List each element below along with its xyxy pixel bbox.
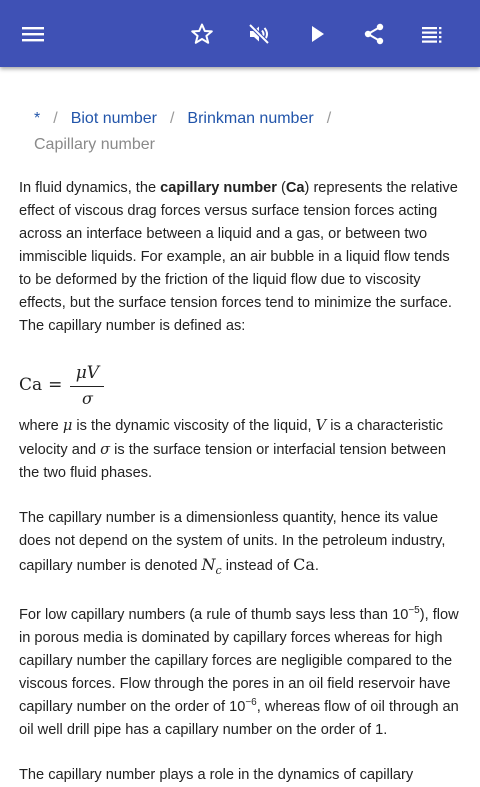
text: is the surface tension or interfacial tension between the two fluid phases. (19, 442, 446, 481)
breadcrumb-item-brinkman-number[interactable]: Brinkman number (187, 110, 314, 127)
table-of-contents-icon (420, 22, 444, 46)
symbol-ca: Ca (293, 555, 315, 574)
play-icon (305, 22, 329, 46)
dimensionless-paragraph (19, 507, 462, 582)
intro-paragraph (19, 177, 462, 338)
dynamics-paragraph: The capillary number plays a role in the dynamics of capillary (19, 766, 414, 783)
breadcrumb (34, 106, 454, 158)
app-bar (0, 0, 480, 67)
text: instead of (221, 558, 294, 574)
breadcrumb-separator: / (169, 110, 175, 127)
contents-button[interactable] (412, 14, 452, 54)
text: For low capillary numbers (a rule of thumb says less than 10 (19, 606, 409, 623)
breadcrumb-item-home[interactable]: * (34, 110, 41, 127)
text: where (19, 418, 63, 434)
formula-fraction (70, 362, 104, 409)
star-outline-icon (190, 22, 214, 46)
share-button[interactable] (354, 14, 394, 54)
breadcrumb-item-biot-number[interactable]: Biot number (70, 110, 157, 127)
text: ), flow in porous media is dominated by capillary forces whereas for high capillary number the capillary forces are negligible compared to the viscous forces. Flow through the pores in an oil field reservoir have capillary number on the order of 10 (19, 606, 459, 715)
article-body (19, 177, 462, 787)
text: ) represents the relative effect of viscous drag forces versus surface tension forces acting across an interface between a liquid and a gas, or between two immiscible liquids. For example, an air bubble in a liquid flow tends to be deformed by the friction of the liquid flow due to viscosity effects, but the surface tension forces tend to minimize the surface. The capillary number is defined as: (19, 180, 458, 334)
breadcrumb-separator: / (326, 110, 332, 127)
symbol-mu: μ (62, 417, 73, 434)
exponent: −6 (245, 697, 257, 709)
text: . (314, 558, 319, 574)
text: The capillary number is a dimensionless quantity, hence its value does not depend on the system of units. In the petroleum industry, capillary number is denoted (19, 510, 446, 574)
definition-paragraph (19, 414, 462, 485)
fraction-bar (70, 386, 104, 387)
menu-button[interactable] (13, 14, 53, 54)
term-capillary-number: capillary number (160, 180, 277, 196)
share-icon (362, 22, 386, 46)
text: , whereas flow of oil through an oil well drill pipe has a capillary number on the order of 1. (19, 698, 459, 738)
formula-equals: = (48, 374, 63, 395)
text: In fluid dynamics, the (19, 180, 161, 196)
symbol-v: V (315, 417, 327, 434)
formula-numerator: μV (75, 362, 100, 383)
symbol-subscript-c: c (215, 563, 222, 577)
play-button[interactable] (297, 14, 337, 54)
exponent: −5 (408, 605, 420, 617)
menu-icon (21, 22, 45, 46)
text: is the dynamic viscosity of the liquid, (72, 418, 316, 434)
formula-lhs: Ca (19, 374, 43, 395)
text: is a characteristic velocity and (19, 418, 443, 458)
breadcrumb-current-page: Capillary number (34, 136, 155, 153)
symbol-n: N (201, 555, 216, 574)
favorite-button[interactable] (182, 14, 222, 54)
symbol-sigma: σ (100, 441, 111, 458)
formula-denominator: σ (81, 388, 93, 408)
term-ca: Ca (285, 180, 305, 196)
text: ( (276, 180, 286, 196)
volume-off-icon (247, 22, 271, 46)
mute-button[interactable] (239, 14, 279, 54)
breadcrumb-separator: / (53, 110, 58, 127)
capillary-number-formula (19, 356, 462, 414)
porous-media-paragraph (19, 604, 462, 742)
